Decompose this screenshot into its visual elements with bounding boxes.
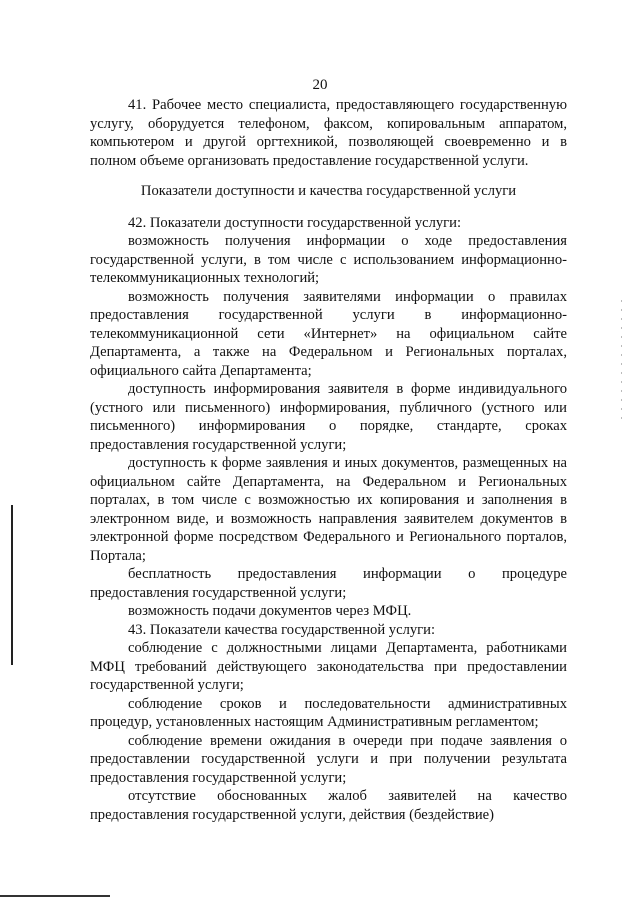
- document-body: [90, 96, 567, 824]
- list-item: соблюдение с должностными лицами Департамента, работниками МФЦ требований действующего законодательства при предоставлении государственной услуги;: [90, 640, 567, 693]
- list-item: возможность получения информации о ходе предоставления государственной услуги, в том числе с использованием информационно-телекоммуникационных технологий;: [90, 233, 567, 286]
- paragraph-43: 43. Показатели качества государственной услуги:: [128, 621, 436, 638]
- scan-edge-artifact: [621, 300, 622, 420]
- scan-bottom-mark: [0, 895, 110, 897]
- list-item: соблюдение сроков и последовательности административных процедур, установленных настоящим Административным регламентом;: [90, 695, 567, 730]
- list-item: возможность получения заявителями информации о правилах предоставления государственной услуги в информационно-телекоммуникационной сети «Интернет» на официальном сайте Департамента, а также на Федеральном и Региональных порталах, официального сайта Департамента;: [90, 288, 567, 379]
- scan-margin-mark: [11, 505, 13, 665]
- page-number: 20: [312, 77, 328, 93]
- paragraph-42: 42. Показатели доступности государственной услуги:: [128, 214, 462, 231]
- list-item: отсутствие обоснованных жалоб заявителей на качество предоставления государственной услуги, действия (бездействие): [90, 788, 567, 823]
- list-item: бесплатность предоставления информации о процедуре предоставления государственной услуги;: [90, 566, 567, 601]
- list-item: доступность информирования заявителя в форме индивидуального (устного или письменного) информирования, публичного (устного или письменного) информирования о порядке, стандарте, сроках предоставления государственной услуги;: [90, 381, 567, 453]
- paragraph-41: 41. Рабочее место специалиста, предоставляющего государственную услугу, оборудуется телефоном, факсом, копировальным аппаратом, компьютером и другой оргтехникой, позволяющей своевременно и в полном объеме организовать предоставление государственной услуги.: [90, 97, 567, 169]
- section-heading: Показатели доступности и качества государственной услуги: [140, 183, 517, 199]
- list-item: соблюдение времени ожидания в очереди при подаче заявления о предоставлении государственной услуги и при получении результата предоставления государственной услуги;: [90, 732, 567, 786]
- list-item: возможность подачи документов через МФЦ.: [128, 603, 412, 619]
- list-item: доступность к форме заявления и иных документов, размещенных на официальном сайте Департамента, на Федеральном и Региональных порталах, в том числе с возможностью их копирования и заполнения в электронном виде, и возможность направления заявителем документов в электронной форме посредством Федерального и Регионального порталов, Портала;: [90, 455, 567, 564]
